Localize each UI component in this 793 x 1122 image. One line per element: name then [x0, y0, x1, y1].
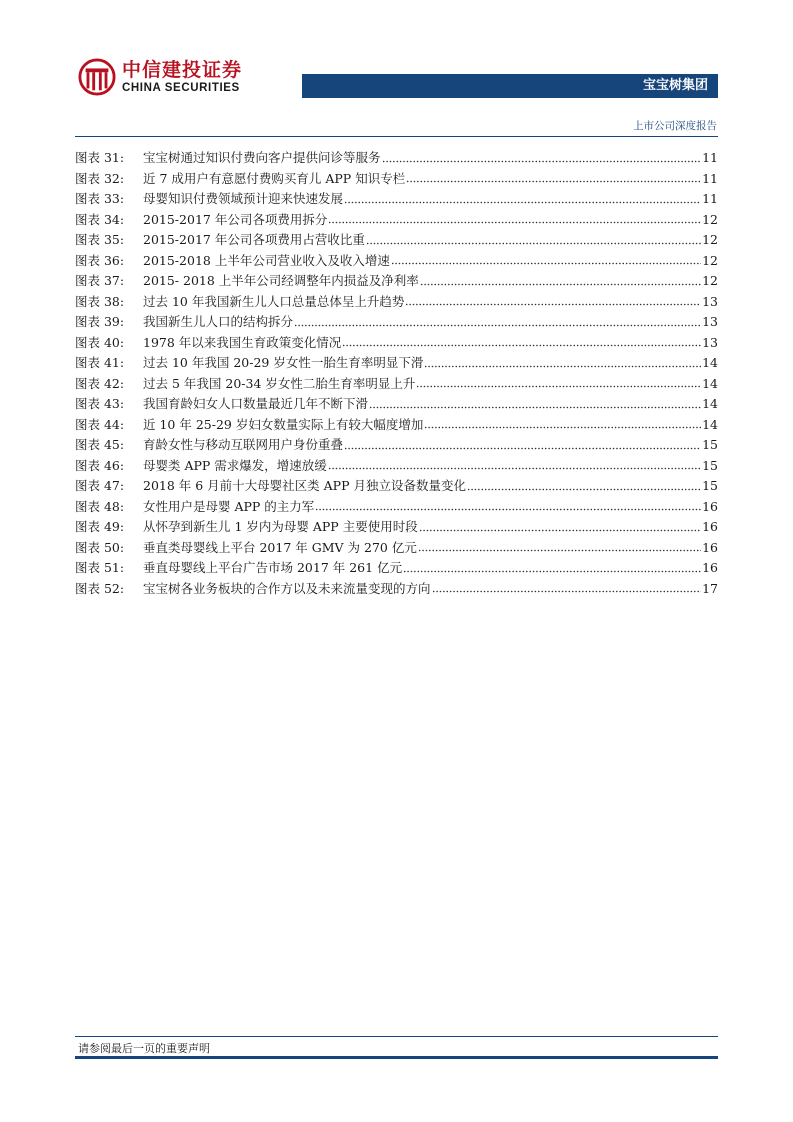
china-securities-logo-icon: [78, 58, 116, 96]
toc-entry-label: 图表 51:: [75, 560, 125, 575]
footer-divider-top: [75, 1036, 718, 1037]
toc-leader-dots: [294, 324, 701, 327]
toc-entry-label: 图表 47:: [75, 478, 125, 493]
toc-entry-title: 2015-2018 上半年公司营业收入及收入增速: [143, 252, 390, 268]
toc-entry-page: 16: [702, 560, 718, 575]
toc-entry[interactable]: [75, 415, 718, 436]
toc-entry-page: 14: [702, 416, 718, 432]
toc-entry-label: 图表 43:: [75, 396, 125, 411]
toc-entry-title: 2018 年 6 月前十大母婴社区类 APP 月独立设备数量变化: [143, 478, 466, 493]
toc-leader-dots: [424, 426, 701, 429]
toc-entry-label: 图表 49:: [75, 519, 125, 534]
toc-entry-page: 15: [702, 478, 718, 493]
toc-entry-title: 宝宝树通过知识付费向客户提供问诊等服务: [143, 150, 381, 165]
toc-leader-dots: [424, 365, 701, 368]
toc-entry[interactable]: [75, 353, 718, 374]
toc-entry[interactable]: [75, 579, 718, 600]
toc-entry-label: 图表 48:: [75, 498, 125, 514]
toc-entry-label: 图表 37:: [75, 273, 125, 288]
toc-entry[interactable]: [75, 292, 718, 313]
toc-entry-title: 母婴知识付费领域预计迎来快速发展: [143, 191, 344, 206]
toc-entry-title: 育龄女性与移动互联网用户身份重叠: [143, 437, 344, 452]
toc-leader-dots: [344, 201, 701, 204]
toc-entry-page: 14: [702, 375, 718, 391]
toc-entry-page: 16: [702, 519, 718, 534]
toc-entry[interactable]: [75, 312, 718, 333]
toc-entry[interactable]: [75, 210, 718, 231]
toc-entry-label: 图表 50:: [75, 539, 125, 555]
toc-entry-page: 17: [702, 580, 718, 596]
toc-entry-label: 图表 46:: [75, 457, 125, 473]
toc-entry-label: 图表 41:: [75, 355, 125, 370]
toc-entry-label: 图表 44:: [75, 416, 125, 432]
toc-entry-label: 图表 42:: [75, 375, 125, 391]
toc-leader-dots: [432, 590, 702, 593]
toc-leader-dots: [328, 221, 701, 224]
toc-entry-title: 1978 年以来我国生育政策变化情况: [143, 334, 342, 350]
toc-entry[interactable]: [75, 497, 718, 518]
toc-entry-label: 图表 40:: [75, 334, 125, 350]
toc-entry[interactable]: [75, 189, 718, 210]
toc-entry-page: 12: [702, 252, 718, 268]
toc-entry-label: 图表 52:: [75, 580, 125, 596]
toc-entry[interactable]: [75, 456, 718, 477]
toc-leader-dots: [342, 344, 701, 347]
toc-entry-title: 过去 10 年我国新生儿人口总量总体呈上升趋势: [143, 293, 405, 309]
toc-entry-label: 图表 35:: [75, 232, 125, 247]
toc-entry-page: 15: [702, 437, 718, 452]
toc-entry-label: 图表 45:: [75, 437, 125, 452]
toc-entry-page: 16: [702, 498, 718, 514]
toc-leader-dots: [328, 467, 701, 470]
toc-entry-title: 2015-2017 年公司各项费用拆分: [143, 211, 328, 227]
toc-leader-dots: [391, 262, 701, 265]
toc-entry-title: 2015- 2018 上半年公司经调整年内损益及净利率: [143, 273, 419, 288]
toc-entry-title: 宝宝树各业务板块的合作方以及未来流量变现的方向: [143, 580, 431, 596]
toc-leader-dots: [382, 160, 702, 163]
toc-entry-page: 12: [702, 273, 718, 288]
toc-leader-dots: [416, 385, 701, 388]
toc-entry-label: 图表 39:: [75, 314, 125, 329]
toc-leader-dots: [315, 508, 701, 511]
toc-entry[interactable]: [75, 517, 718, 538]
toc-entry[interactable]: [75, 271, 718, 292]
report-type: 上市公司深度报告: [633, 120, 717, 132]
toc-leader-dots: [344, 447, 701, 450]
toc-leader-dots: [420, 283, 701, 286]
toc-entry-page: 15: [702, 457, 718, 473]
toc-entry[interactable]: [75, 333, 718, 354]
figure-list: [75, 148, 718, 599]
toc-entry-title: 我国育龄妇女人口数量最近几年不断下滑: [143, 396, 369, 411]
toc-entry-title: 女性用户是母婴 APP 的主力军: [143, 498, 315, 514]
toc-entry-label: 图表 31:: [75, 150, 125, 165]
toc-entry-page: 13: [702, 314, 718, 329]
toc-entry-title: 垂直母婴线上平台广告市场 2017 年 261 亿元: [143, 560, 403, 575]
toc-entry[interactable]: [75, 251, 718, 272]
toc-entry-title: 母婴类 APP 需求爆发，增速放缓: [143, 457, 327, 473]
toc-leader-dots: [405, 303, 701, 306]
toc-entry-page: 12: [702, 211, 718, 227]
toc-entry-page: 11: [702, 170, 718, 186]
logo-english-name: CHINA SECURITIES: [122, 82, 240, 94]
toc-entry-title: 2015-2017 年公司各项费用占营收比重: [143, 232, 365, 247]
toc-entry[interactable]: [75, 476, 718, 497]
toc-entry[interactable]: [75, 435, 718, 456]
toc-entry-page: 16: [702, 539, 718, 555]
toc-leader-dots: [467, 488, 701, 491]
company-title: 宝宝树集团: [642, 78, 708, 93]
toc-leader-dots: [369, 406, 701, 409]
toc-entry[interactable]: [75, 394, 718, 415]
toc-entry-title: 近 7 成用户有意愿付费购买育儿 APP 知识专栏: [143, 170, 406, 186]
toc-entry[interactable]: [75, 538, 718, 559]
toc-entry-page: 11: [702, 150, 718, 165]
toc-entry-title: 过去 10 年我国 20-29 岁女性一胎生育率明显下滑: [143, 355, 424, 370]
toc-entry-title: 从怀孕到新生儿 1 岁内为母婴 APP 主要使用时段: [143, 519, 418, 534]
toc-entry-title: 垂直类母婴线上平台 2017 年 GMV 为 270 亿元: [143, 539, 417, 555]
toc-entry-page: 11: [702, 191, 718, 206]
toc-entry-label: 图表 36:: [75, 252, 125, 268]
toc-leader-dots: [419, 529, 701, 532]
logo-chinese-name: 中信建投证券: [122, 59, 243, 81]
toc-entry-page: 14: [702, 396, 718, 411]
toc-entry-label: 图表 33:: [75, 191, 125, 206]
toc-entry-label: 图表 32:: [75, 170, 125, 186]
header-divider: [75, 136, 718, 137]
toc-entry-page: 12: [702, 232, 718, 247]
toc-leader-dots: [366, 242, 701, 245]
toc-entry-label: 图表 38:: [75, 293, 125, 309]
logo: [78, 58, 242, 96]
toc-entry[interactable]: [75, 230, 718, 251]
toc-entry[interactable]: [75, 558, 718, 579]
toc-entry-title: 近 10 年 25-29 岁妇女数量实际上有较大幅度增加: [143, 416, 424, 432]
toc-entry[interactable]: [75, 169, 718, 190]
toc-leader-dots: [406, 180, 701, 183]
footer-divider-bottom: [75, 1056, 718, 1059]
toc-entry-title: 我国新生儿人口的结构拆分: [143, 314, 294, 329]
toc-leader-dots: [418, 549, 701, 552]
toc-entry[interactable]: [75, 148, 718, 169]
toc-leader-dots: [403, 570, 701, 573]
toc-entry-title: 过去 5 年我国 20-34 岁女性二胎生育率明显上升: [143, 375, 416, 391]
toc-entry-page: 13: [702, 293, 718, 309]
toc-entry-page: 14: [702, 355, 718, 370]
header-bar: [302, 74, 718, 98]
toc-entry[interactable]: [75, 374, 718, 395]
toc-entry-label: 图表 34:: [75, 211, 125, 227]
footer-disclaimer: 请参阅最后一页的重要声明: [78, 1042, 210, 1055]
toc-entry-page: 13: [702, 334, 718, 350]
